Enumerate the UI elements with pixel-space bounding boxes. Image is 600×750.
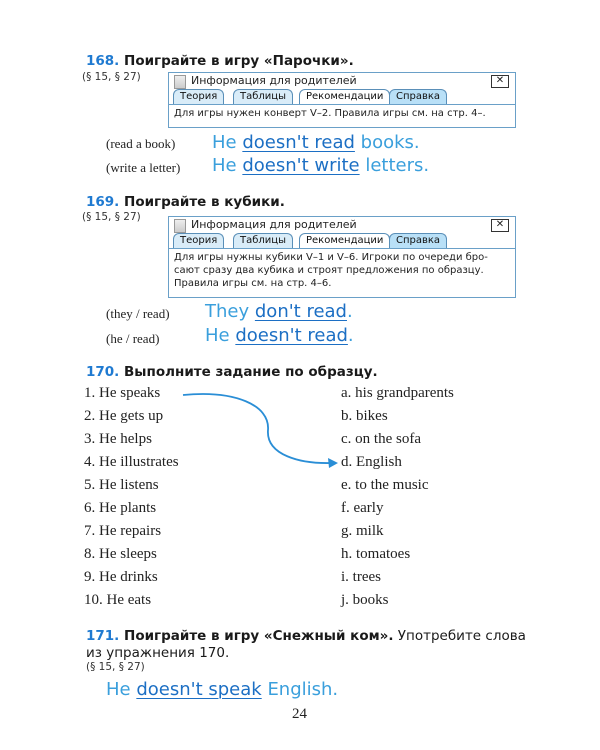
match-right-item: e. to the music — [341, 477, 429, 493]
answer-rest: books. — [360, 132, 420, 153]
page-number: 24 — [292, 706, 307, 722]
paragraph-refs: (§ 15, § 27) — [86, 661, 145, 673]
tab-help[interactable]: Справка — [389, 89, 447, 104]
tab-theory[interactable]: Теория — [173, 89, 224, 104]
info-text-line: Правила игры см. на стр. 4–6. — [174, 278, 332, 289]
match-right-item: f. early — [341, 500, 384, 516]
task-number: 171. — [86, 628, 120, 644]
close-icon[interactable]: ✕ — [491, 75, 509, 88]
answer-subject: He — [212, 132, 237, 153]
tab-tables[interactable]: Таблицы — [233, 233, 293, 248]
task-171-heading — [86, 628, 526, 644]
tab-help[interactable]: Справка — [389, 233, 447, 248]
match-right-item: j. books — [341, 592, 389, 608]
match-left-item: 4. He illustrates — [84, 454, 179, 470]
match-left-item: 10. He eats — [84, 592, 152, 608]
arrow-line — [183, 394, 332, 463]
example-answer — [106, 679, 338, 700]
match-left-item: 3. He helps — [84, 431, 152, 447]
task-title: Поиграйте в игру «Парочки». — [124, 53, 354, 69]
answer-rest: . — [346, 301, 353, 322]
tab-theory[interactable]: Теория — [173, 233, 224, 248]
answer-subject: He — [205, 325, 230, 346]
paragraph-refs: (§ 15, § 27) — [82, 211, 141, 223]
answer-subject: He — [106, 679, 131, 700]
answer-fill: doesn't speak — [136, 679, 262, 700]
task-title: Поиграйте в кубики. — [124, 194, 285, 210]
example-prompt: (he / read) — [106, 331, 160, 346]
tab-tables[interactable]: Таблицы — [233, 89, 293, 104]
answer-fill: don't read — [254, 301, 347, 322]
match-left-item: 8. He sleeps — [84, 546, 157, 562]
answer-fill: doesn't write — [242, 155, 360, 176]
task-title: Выполните задание по образцу. — [124, 364, 378, 380]
info-text-line: Для игры нужен конверт V–2. Правила игры см. на стр. 4–. — [174, 108, 486, 119]
task-number: 168. — [86, 53, 120, 69]
match-right-item: i. trees — [341, 569, 381, 585]
close-icon[interactable]: ✕ — [491, 219, 509, 232]
task-171-heading-line2 — [86, 645, 229, 661]
match-right-item: d. English — [341, 454, 402, 470]
match-right-item: g. milk — [341, 523, 384, 539]
match-left-item: 9. He drinks — [84, 569, 158, 585]
task-instruction: Употребите слова — [393, 628, 526, 644]
task-title: Поиграйте в игру «Снежный ком». — [124, 628, 394, 644]
info-box-title: Информация для родителей — [191, 218, 357, 231]
match-left-item: 7. He repairs — [84, 523, 162, 539]
info-text-line: Для игры нужны кубики V–1 и V–6. Игроки по очереди бро- — [174, 252, 488, 263]
match-left-item: 5. He listens — [84, 477, 159, 493]
answer-rest: letters. — [365, 155, 430, 176]
answer-subject: He — [212, 155, 237, 176]
tab-recommendations[interactable]: Рекомендации — [299, 233, 390, 248]
answer-fill: doesn't read — [235, 325, 348, 346]
answer-fill: doesn't read — [242, 132, 355, 153]
tab-recommendations[interactable]: Рекомендации — [299, 89, 390, 104]
task-number: 170. — [86, 364, 120, 380]
answer-rest: . — [347, 325, 354, 346]
match-right-item: a. his grandparents — [341, 385, 454, 401]
paragraph-refs: (§ 15, § 27) — [82, 71, 141, 83]
match-right-item: b. bikes — [341, 408, 388, 424]
info-box-title: Информация для родителей — [191, 74, 357, 87]
match-left-item: 6. He plants — [84, 500, 157, 516]
task-number: 169. — [86, 194, 120, 210]
match-right-item: h. tomatoes — [341, 546, 411, 562]
answer-subject: They — [205, 301, 250, 322]
answer-rest: English. — [267, 679, 339, 700]
arrow-head-icon — [328, 458, 338, 468]
example-prompt: (read a book) — [106, 136, 176, 151]
example-prompt: (write a letter) — [106, 160, 181, 175]
example-prompt: (they / read) — [106, 306, 170, 321]
task-instruction: из упражнения 170. — [86, 645, 230, 661]
match-left-item: 1. He speaks — [84, 385, 161, 401]
info-text-line: сают сразу два кубика и строят предложения по образцу. — [174, 265, 484, 276]
match-left-item: 2. He gets up — [84, 408, 164, 424]
match-right-item: c. on the sofa — [341, 431, 421, 447]
